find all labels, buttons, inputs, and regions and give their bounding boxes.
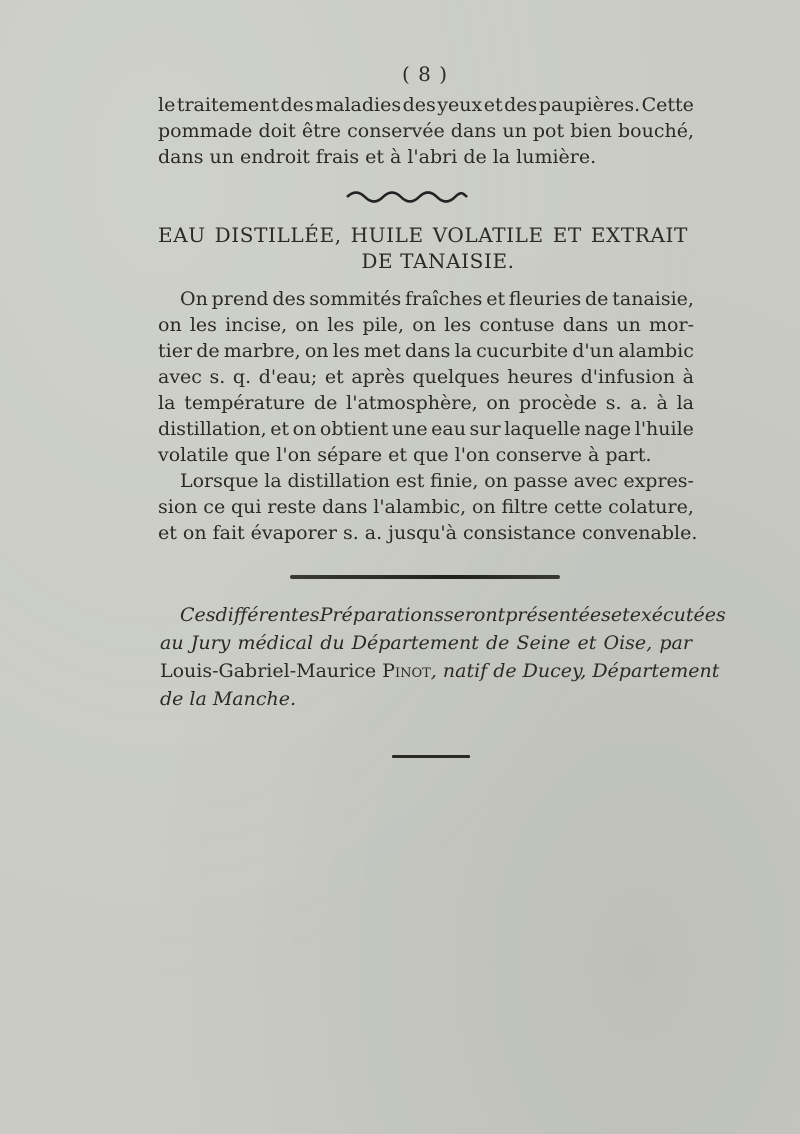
word: sur xyxy=(469,418,501,440)
word: des xyxy=(402,94,436,116)
word: d'un xyxy=(572,340,615,362)
word: obtient xyxy=(319,418,389,440)
text-line xyxy=(158,390,694,416)
word: et xyxy=(158,522,177,544)
word: évaporer xyxy=(250,522,337,544)
word: on xyxy=(486,392,511,414)
word: tier xyxy=(158,340,193,362)
word: procède xyxy=(518,392,597,414)
word: sommités xyxy=(309,288,402,310)
text-line xyxy=(158,468,694,494)
word: paupières. xyxy=(538,94,641,116)
word: de xyxy=(585,288,609,310)
word: on xyxy=(158,314,182,336)
word: fraîches xyxy=(405,288,483,310)
word: à xyxy=(656,392,668,414)
word: bouché, xyxy=(618,120,694,142)
word: les xyxy=(444,314,472,336)
word: la xyxy=(264,470,282,492)
word: dans xyxy=(404,340,451,362)
word: nage xyxy=(584,418,632,440)
text-line xyxy=(158,520,698,546)
word: jusqu'à xyxy=(388,522,457,544)
word: Lorsque xyxy=(180,470,259,492)
word: Jury xyxy=(190,632,231,654)
word: et xyxy=(577,632,597,654)
word: conserve xyxy=(495,444,582,466)
word: le xyxy=(158,94,176,116)
word: on xyxy=(304,340,329,362)
text-line xyxy=(158,312,694,338)
word: un xyxy=(502,120,527,142)
word: consistance xyxy=(463,522,576,544)
word: doit xyxy=(258,120,296,142)
word: les xyxy=(189,314,217,336)
word: on xyxy=(292,418,317,440)
word: lumière. xyxy=(516,146,597,168)
word: pile, xyxy=(362,314,405,336)
word: fleuries xyxy=(508,288,582,310)
word: conservée xyxy=(347,120,445,142)
word: Manche. xyxy=(212,688,297,710)
word: EXTRAIT xyxy=(590,223,688,247)
word: marbre, xyxy=(223,340,301,362)
word: sion xyxy=(158,496,198,518)
word: de xyxy=(463,146,487,168)
word: l'alambic, xyxy=(373,496,467,518)
word: d'eau; xyxy=(258,366,318,388)
word: et xyxy=(388,444,407,466)
word: colature, xyxy=(608,496,694,518)
word: yeux xyxy=(437,94,483,116)
word: frais xyxy=(315,146,360,168)
word: et xyxy=(365,146,385,168)
word: incise, xyxy=(225,314,288,336)
word: à xyxy=(682,366,694,388)
word: pommade xyxy=(158,120,253,142)
word: mor- xyxy=(649,314,694,336)
word: on xyxy=(412,314,436,336)
word: eau xyxy=(431,418,466,440)
word: de xyxy=(196,340,220,362)
word: l'on xyxy=(276,444,312,466)
word: expres- xyxy=(623,470,694,492)
word: des xyxy=(504,94,538,116)
word: de xyxy=(313,392,338,414)
word: a. xyxy=(364,522,383,544)
text-line xyxy=(158,338,694,364)
word: DISTILLÉE, xyxy=(214,223,342,247)
word: est xyxy=(395,470,425,492)
word: les xyxy=(327,314,355,336)
end-rule xyxy=(392,755,470,758)
word: volatile xyxy=(158,444,229,466)
word: distillation xyxy=(287,470,391,492)
text-line xyxy=(160,685,692,713)
word: traitement xyxy=(176,94,279,116)
word: de xyxy=(160,688,184,710)
closing-note xyxy=(160,601,726,713)
word: la xyxy=(189,688,207,710)
word: contuse xyxy=(479,314,555,336)
word: que xyxy=(234,444,271,466)
word: laquelle xyxy=(504,418,581,440)
word: VOLATILE xyxy=(432,223,544,247)
word: et xyxy=(486,288,506,310)
heading-line: DE TANAISIE. xyxy=(361,249,515,273)
word: au xyxy=(160,632,184,654)
word: et xyxy=(483,94,503,116)
word: exécutées xyxy=(629,604,726,626)
word: met xyxy=(363,340,401,362)
word: Département xyxy=(351,632,479,654)
word: cucurbite xyxy=(476,340,569,362)
word: et xyxy=(270,418,290,440)
text-line xyxy=(158,364,694,390)
word: la xyxy=(454,340,472,362)
page-number: ( 8 ) xyxy=(401,62,449,86)
recipe-paragraph xyxy=(158,286,698,546)
author-surname: Pinot xyxy=(382,660,431,682)
word: maladies xyxy=(315,94,402,116)
text-line xyxy=(158,286,694,312)
word: heures xyxy=(507,366,573,388)
word: de xyxy=(485,632,510,654)
word: l'on xyxy=(454,444,490,466)
word: sépare xyxy=(317,444,383,466)
word: EAU xyxy=(158,223,206,247)
text-line xyxy=(158,144,694,170)
word: distillation, xyxy=(158,418,267,440)
word: par xyxy=(659,632,692,654)
word: la xyxy=(158,392,176,414)
word: q. xyxy=(232,366,252,388)
word: Oise, xyxy=(603,632,653,654)
word: à xyxy=(390,146,402,168)
word: dans xyxy=(450,120,497,142)
word: être xyxy=(301,120,342,142)
word: convenable. xyxy=(581,522,698,544)
word: cette xyxy=(553,496,603,518)
word: On xyxy=(180,288,208,310)
text-line xyxy=(158,118,694,144)
word: Seine xyxy=(516,632,571,654)
word: d'infusion xyxy=(580,366,676,388)
word: la xyxy=(492,146,511,168)
word: ce xyxy=(203,496,226,518)
word: reste xyxy=(267,496,317,518)
word: un xyxy=(209,146,234,168)
text-line xyxy=(158,494,694,520)
word: dans xyxy=(158,146,204,168)
word: Ces xyxy=(180,604,216,626)
word: ET xyxy=(552,223,582,247)
word: s. xyxy=(605,392,622,414)
word: du xyxy=(320,632,345,654)
word: fait xyxy=(212,522,245,544)
word: avec xyxy=(158,366,202,388)
author-given-names: Louis-Gabriel-Maurice xyxy=(160,660,377,682)
word: des xyxy=(272,288,306,310)
word: s. xyxy=(342,522,359,544)
text-line xyxy=(160,629,692,657)
word: s. xyxy=(209,366,226,388)
word: les xyxy=(332,340,360,362)
word: et xyxy=(324,366,344,388)
word: pot xyxy=(532,120,565,142)
word: différentes xyxy=(215,604,320,626)
word: qui xyxy=(230,496,262,518)
word: seront xyxy=(443,604,506,626)
word: finie, xyxy=(430,470,479,492)
word: une xyxy=(391,418,428,440)
intro-paragraph xyxy=(158,92,694,170)
text-line xyxy=(160,657,720,685)
word: tanaisie, xyxy=(612,288,694,310)
ornament-divider xyxy=(345,190,469,204)
text-line xyxy=(160,601,726,629)
word: température xyxy=(184,392,306,414)
word: avec xyxy=(573,470,618,492)
word: à xyxy=(587,444,600,466)
text-line xyxy=(158,416,694,442)
word: l'atmosphère, xyxy=(346,392,478,414)
word: dans xyxy=(321,496,368,518)
word: quelques xyxy=(412,366,500,388)
word: prend xyxy=(211,288,269,310)
author-origin: , natif de Ducey, Département xyxy=(430,660,720,682)
word: a. xyxy=(630,392,648,414)
word: que xyxy=(412,444,449,466)
word: l'abri xyxy=(407,146,458,168)
word: alambic xyxy=(618,340,694,362)
word: Cette xyxy=(641,94,694,116)
word: des xyxy=(280,94,314,116)
section-heading xyxy=(158,222,688,274)
word: bien xyxy=(570,120,612,142)
word: part. xyxy=(605,444,652,466)
word: on xyxy=(182,522,207,544)
word: Préparations xyxy=(319,604,444,626)
word: présentées xyxy=(505,604,611,626)
horizontal-rule xyxy=(290,575,560,579)
word: médical xyxy=(237,632,314,654)
text-line xyxy=(158,442,694,468)
word: l'huile xyxy=(634,418,694,440)
word: filtre xyxy=(501,496,549,518)
word: dans xyxy=(562,314,609,336)
word: HUILE xyxy=(350,223,424,247)
heading-line xyxy=(158,222,688,248)
word: un xyxy=(616,314,641,336)
word: on xyxy=(472,496,496,518)
word: on xyxy=(295,314,320,336)
word: la xyxy=(676,392,694,414)
word: on xyxy=(484,470,508,492)
text-line xyxy=(158,92,694,118)
word: après xyxy=(351,366,405,388)
word: endroit xyxy=(239,146,310,168)
word: passe xyxy=(513,470,568,492)
word: et xyxy=(610,604,630,626)
